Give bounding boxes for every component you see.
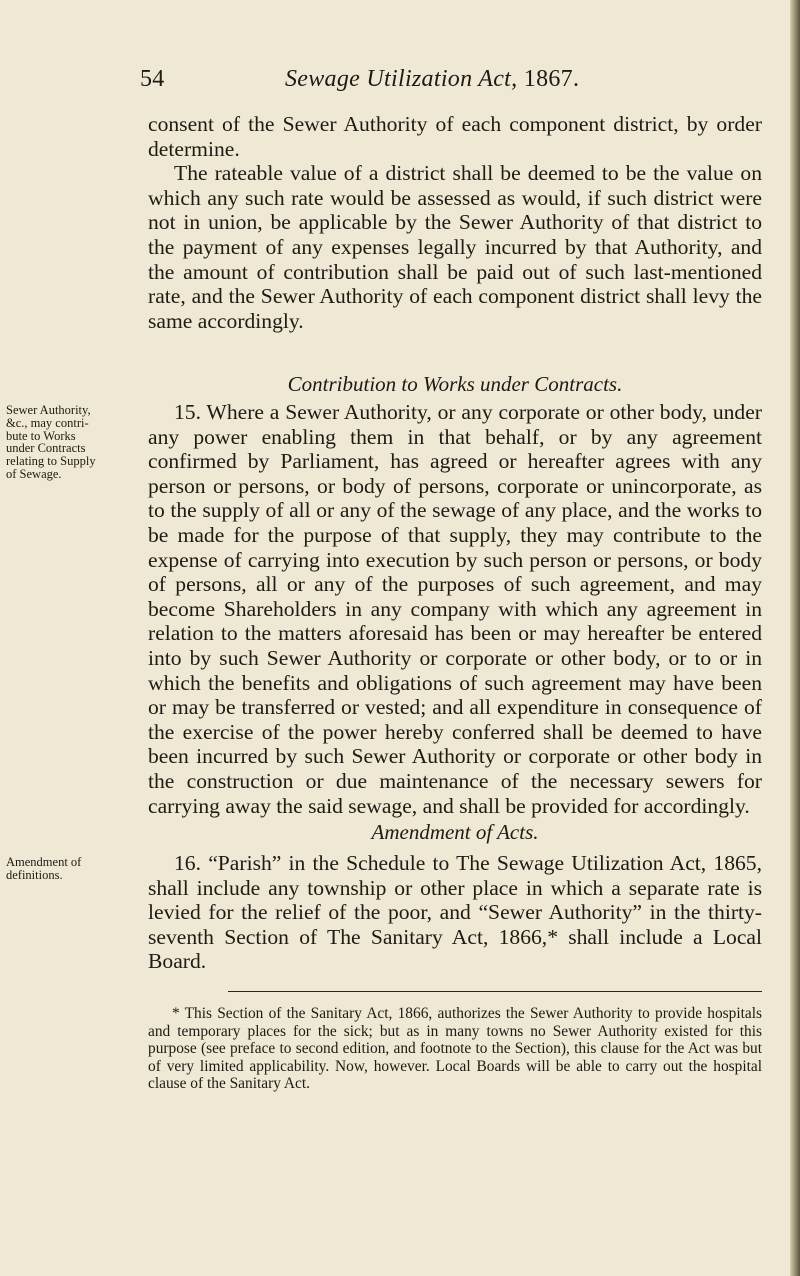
marginal-note-section-16: Amendment of definitions. bbox=[6, 855, 82, 882]
section-16-text: 16. “Parish” in the Schedule to The Sewage Utilization Act, 1865, shall include any township or other place in which a separate rate is levied for the relief of the poor, and “Sewer Authority” in the thirty-seventh Section of The Sanitary Act, 1866,* shall include a Local Board. bbox=[148, 851, 762, 974]
heading-amendment-of-acts: Amendment of Acts. bbox=[371, 820, 539, 844]
page-edge-shadow bbox=[790, 0, 800, 1276]
page-number: 54 bbox=[140, 66, 165, 92]
running-title-year: 1867. bbox=[523, 66, 580, 92]
running-title bbox=[285, 66, 579, 93]
running-title-text: Sewage Utilization Act, bbox=[285, 66, 518, 92]
footnote-rule bbox=[228, 991, 762, 992]
marginal-note-section-15: Sewer Authority, &c., may contribute to Works under Contracts relating to Supply of Sewage. bbox=[6, 403, 96, 481]
continuation-text bbox=[148, 112, 762, 333]
paragraph-rateable-value: The rateable value of a district shall be deemed to be the value on which any such rate would be assessed as would, if such district were not in union, be applicable by the Sewer Authority of that district to the payment of any expenses legally incurred by that Authority, and the amount of contribution shall be paid out of such last-mentioned rate, and the Sewer Authority of each component district shall levy the same accordingly. bbox=[148, 161, 762, 333]
section-16 bbox=[148, 851, 762, 974]
footnote-text: * This Section of the Sanitary Act, 1866, authorizes the Sewer Authority to provide hospitals and temporary places for the sick; but as in many towns no Sewer Authority existed for this purpose (see preface to second edition, and footnote to the Section), this clause for the Act was but of very limited applicability. Now, however. Local Boards will be able to carry out the hospital clause of the Sanitary Act. bbox=[148, 1005, 762, 1093]
heading-contribution-to-works: Contribution to Works under Contracts. bbox=[287, 372, 623, 396]
section-15-text: 15. Where a Sewer Authority, or any corporate or other body, under any power enabling them in that behalf, or by any agreement confirmed by Parliament, has agreed or hereafter agrees with any person or persons, or body of persons, corporate or unincorporate, as to the supply of all or any of the sewage of any place, and the works to be made for the purpose of that supply, they may contribute to the expense of carrying into execution by such person or persons, or body of persons, all or any of the purposes of such agreement, and may become Shareholders in any company with which any agreement in relation to the matters aforesaid has been or may hereafter be entered into by such Sewer Authority or corporate or other body, or to or in which the benefits and obligations of such agreement may have been or may be transferred or vested; and all expenditure in consequence of the exercise of the power hereby conferred shall be deemed to have been incurred by such Sewer Authority or corporate or other body in the construction or due maintenance of the necessary sewers for carrying away the said sewage, and shall be provided for accordingly. bbox=[148, 400, 762, 818]
footnote bbox=[148, 1005, 762, 1093]
paragraph-consent: consent of the Sewer Authority of each component district, by order determine. bbox=[148, 112, 762, 161]
section-15 bbox=[148, 400, 762, 818]
